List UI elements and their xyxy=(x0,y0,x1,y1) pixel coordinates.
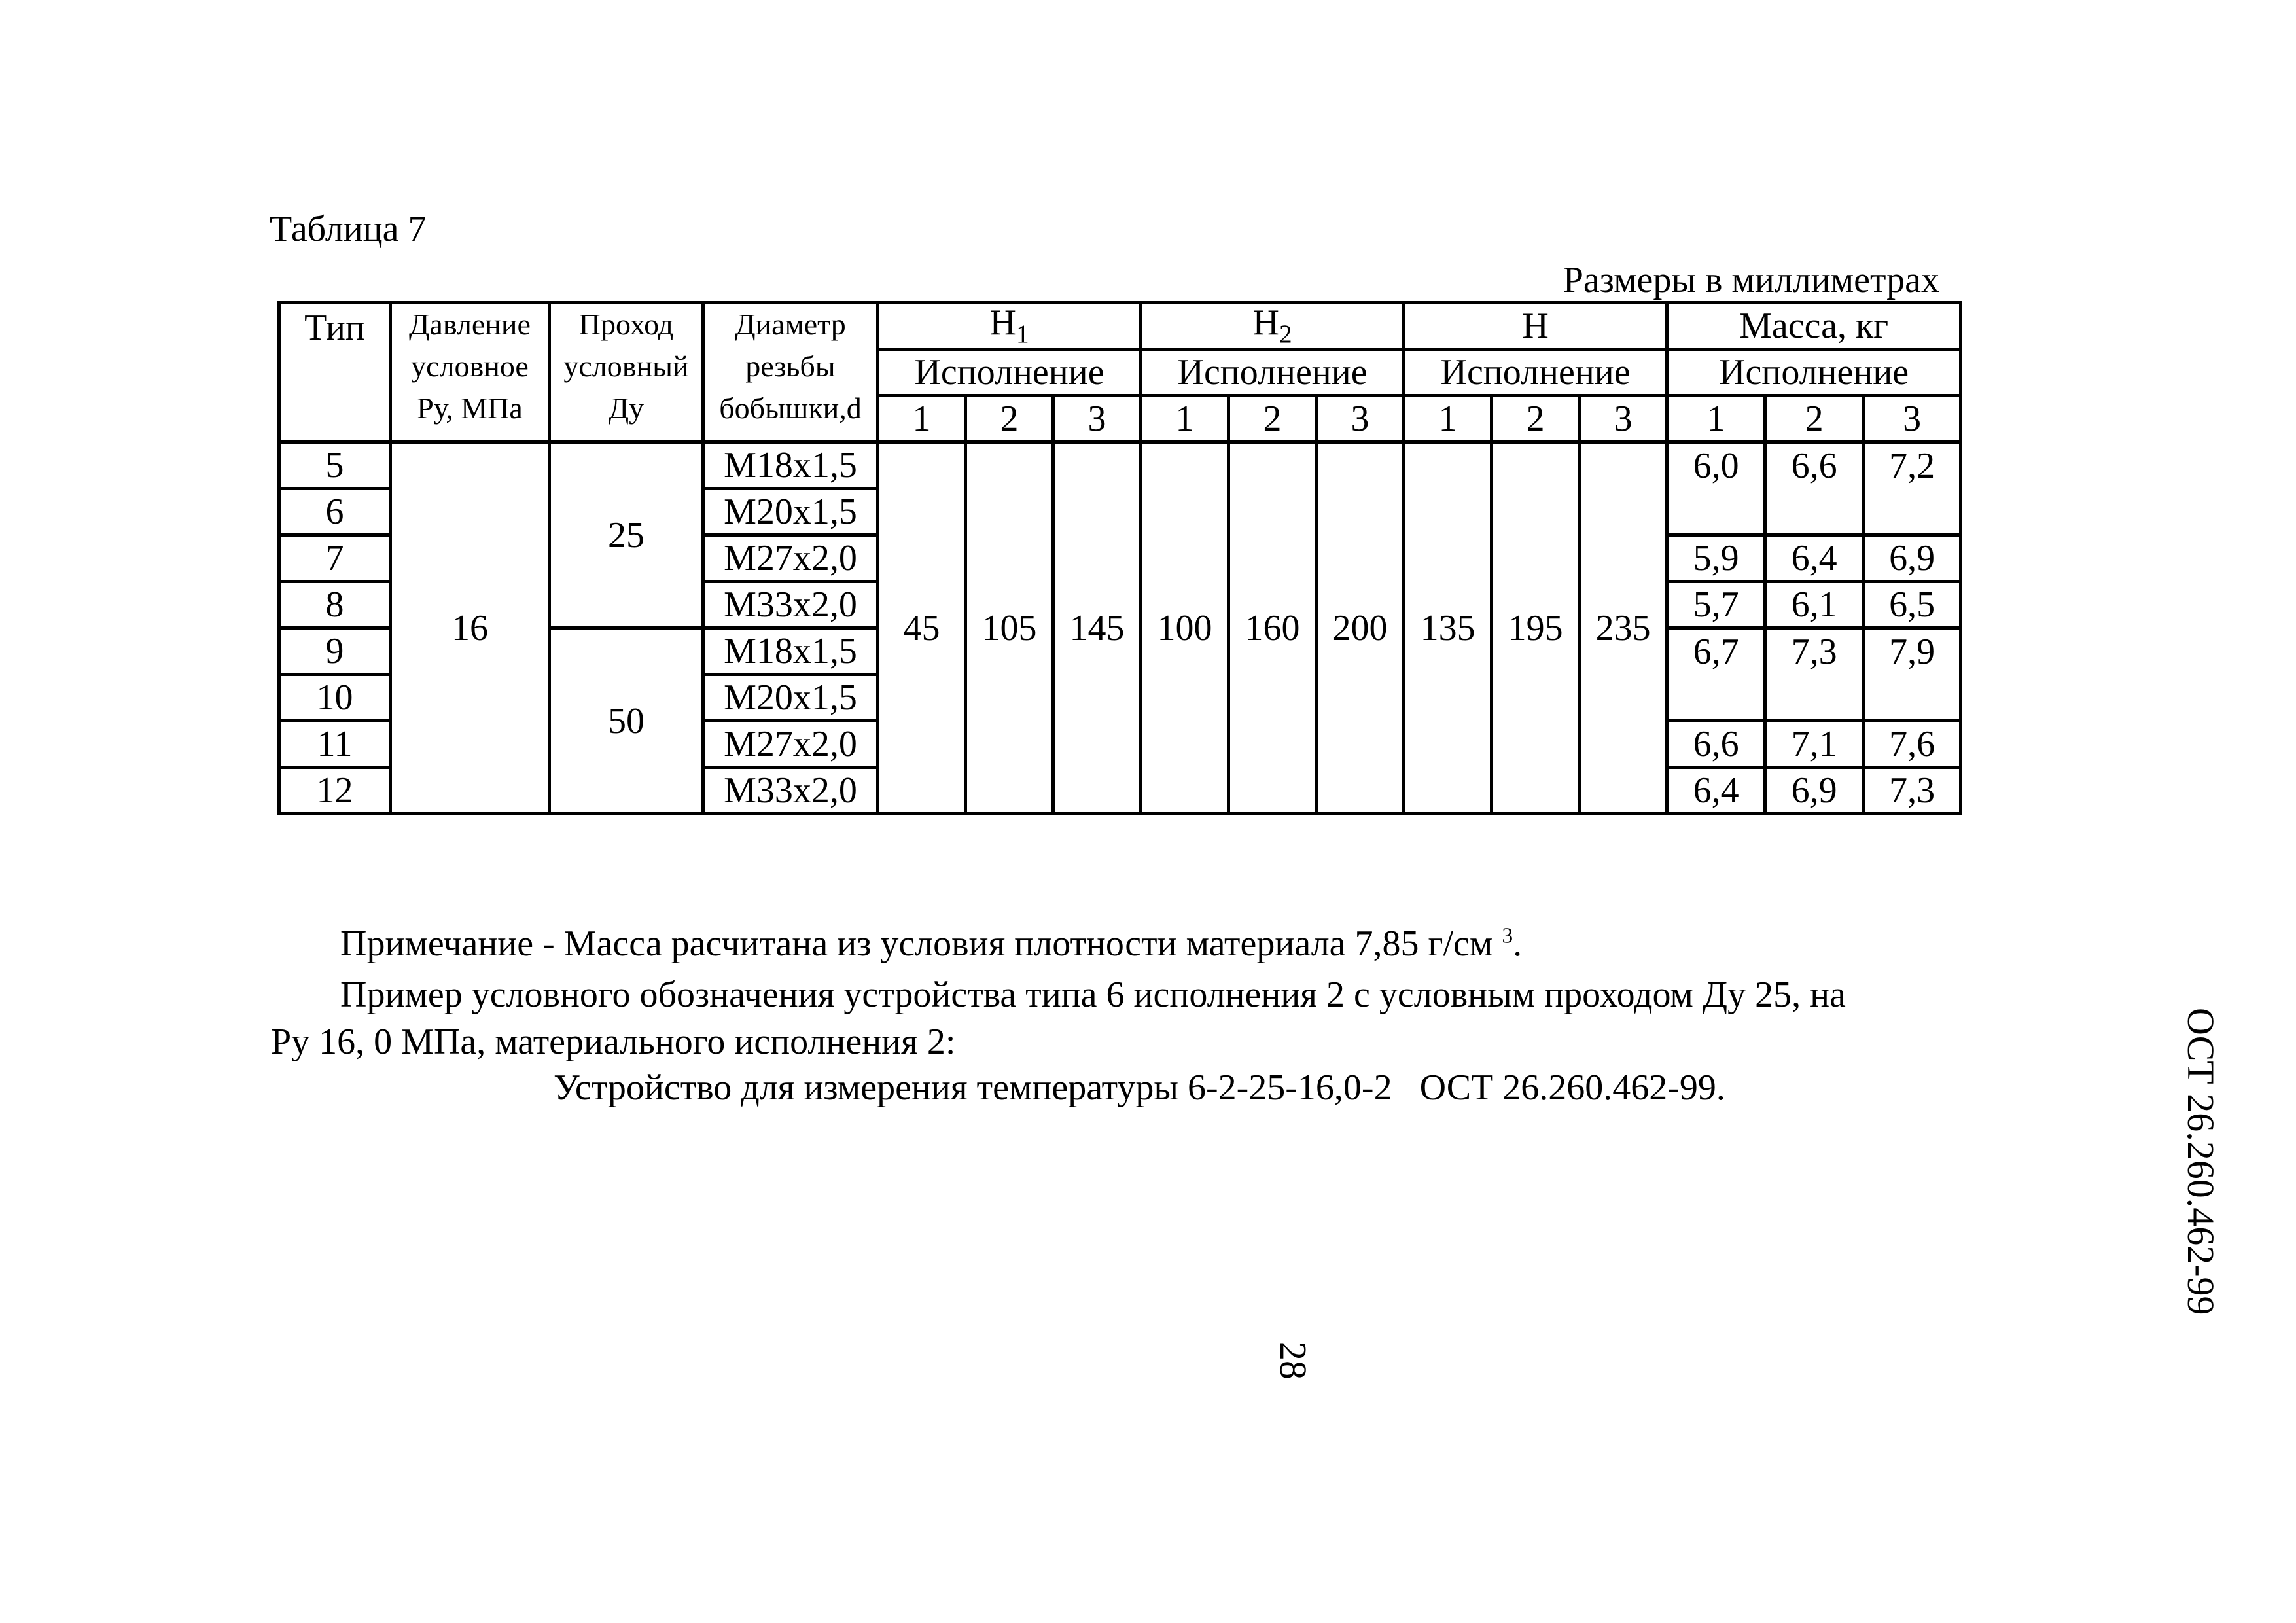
thread-cell: М33х2,0 xyxy=(703,768,878,814)
mass-cell: 5,9 xyxy=(1667,535,1765,582)
mass-cell: 6,4 xyxy=(1765,535,1863,582)
example-line-1: Пример условного обозначения устройства типа 6 исполнения 2 с условным проходом Ду 25, на xyxy=(340,974,1846,1015)
document-code: ОСТ 26.260.462-99 xyxy=(2180,1008,2222,1315)
table-caption: Таблица 7 xyxy=(270,209,427,249)
header-h1: $H_1$ xyxy=(878,303,1141,349)
example-line-2: Ру 16, 0 МПа, материального исполнения 2: xyxy=(271,1022,956,1062)
designation-example: Устройство для измерения температуры 6-2-25-16,0-2 ОСТ 26.260.462-99. xyxy=(554,1067,1725,1108)
h-value: 235 xyxy=(1580,442,1667,814)
thread-cell: М27х2,0 xyxy=(703,721,878,768)
header-pass-l2: условный xyxy=(563,349,689,383)
header-pressure-l1: Давление xyxy=(409,308,531,341)
mass-cell: 6,4 xyxy=(1667,768,1765,814)
thread-cell: М18х1,5 xyxy=(703,442,878,489)
thread-cell: М20х1,5 xyxy=(703,675,878,721)
pass-cell: 50 xyxy=(550,628,703,814)
exec-num: 3 xyxy=(1863,396,1961,442)
thread-cell: М20х1,5 xyxy=(703,489,878,535)
exec-num: 1 xyxy=(878,396,966,442)
h2-value: 160 xyxy=(1229,442,1316,814)
type-cell: 7 xyxy=(279,535,391,582)
exec-num: 1 xyxy=(1667,396,1765,442)
h1-value: 45 xyxy=(878,442,966,814)
exec-num: 3 xyxy=(1580,396,1667,442)
page-number: 28 xyxy=(1272,1342,1315,1380)
header-diameter xyxy=(703,303,878,442)
type-cell: 6 xyxy=(279,489,391,535)
header-diameter-l1: Диаметр xyxy=(735,308,846,341)
header-type: Тип xyxy=(279,303,391,442)
mass-cell: 7,6 xyxy=(1863,721,1961,768)
header-h2: $H_2$ xyxy=(1141,303,1404,349)
exec-num: 3 xyxy=(1053,396,1141,442)
type-cell: 8 xyxy=(279,582,391,628)
mass-cell: 6,6 xyxy=(1765,442,1863,535)
exec-num: 1 xyxy=(1141,396,1229,442)
mass-cell: 6,9 xyxy=(1863,535,1961,582)
thread-cell: М18х1,5 xyxy=(703,628,878,675)
exec-num: 2 xyxy=(1229,396,1316,442)
mass-cell: 7,3 xyxy=(1863,768,1961,814)
type-cell: 11 xyxy=(279,721,391,768)
header-pressure-l3: Ру, МПа xyxy=(417,391,523,425)
header-h1-exec: Исполнение xyxy=(878,349,1141,396)
header-h-exec: Исполнение xyxy=(1404,349,1667,396)
type-cell: 10 xyxy=(279,675,391,721)
h1-value: 145 xyxy=(1053,442,1141,814)
mass-cell: 7,2 xyxy=(1863,442,1961,535)
header-diameter-l3: бобышки,d xyxy=(719,391,862,425)
pass-cell: 25 xyxy=(550,442,703,628)
h-value: 135 xyxy=(1404,442,1492,814)
header-diameter-l2: резьбы xyxy=(745,349,836,383)
header-pass-l3: Ду xyxy=(608,391,645,425)
header-pressure-l2: условное xyxy=(411,349,529,383)
exec-num: 2 xyxy=(1492,396,1580,442)
header-h: H xyxy=(1404,303,1667,349)
exec-num: 2 xyxy=(1765,396,1863,442)
data-table xyxy=(277,301,1962,815)
mass-cell: 6,0 xyxy=(1667,442,1765,535)
header-mass: Масса, кг xyxy=(1667,303,1961,349)
header-mass-exec: Исполнение xyxy=(1667,349,1961,396)
mass-cell: 6,9 xyxy=(1765,768,1863,814)
thread-cell: М33х2,0 xyxy=(703,582,878,628)
mass-cell: 6,7 xyxy=(1667,628,1765,721)
h2-value: 200 xyxy=(1316,442,1404,814)
exec-num: 3 xyxy=(1316,396,1404,442)
mass-cell: 7,3 xyxy=(1765,628,1863,721)
header-pass xyxy=(550,303,703,442)
h1-value: 105 xyxy=(966,442,1053,814)
units-caption: Размеры в миллиметрах xyxy=(1563,260,1939,300)
pressure-cell: 16 xyxy=(391,442,550,814)
mass-cell: 6,1 xyxy=(1765,582,1863,628)
type-cell: 9 xyxy=(279,628,391,675)
exec-num: 2 xyxy=(966,396,1053,442)
header-h2-exec: Исполнение xyxy=(1141,349,1404,396)
h2-value: 100 xyxy=(1141,442,1229,814)
mass-cell: 6,5 xyxy=(1863,582,1961,628)
note-text: Примечание - Масса расчитана из условия плотности материала 7,85 г/см $^3$. xyxy=(340,923,1523,964)
h-value: 195 xyxy=(1492,442,1580,814)
header-pressure xyxy=(391,303,550,442)
header-pass-l1: Проход xyxy=(578,308,674,341)
type-cell: 5 xyxy=(279,442,391,489)
mass-cell: 5,7 xyxy=(1667,582,1765,628)
exec-num: 1 xyxy=(1404,396,1492,442)
type-cell: 12 xyxy=(279,768,391,814)
mass-cell: 7,1 xyxy=(1765,721,1863,768)
thread-cell: М27х2,0 xyxy=(703,535,878,582)
mass-cell: 6,6 xyxy=(1667,721,1765,768)
mass-cell: 7,9 xyxy=(1863,628,1961,721)
